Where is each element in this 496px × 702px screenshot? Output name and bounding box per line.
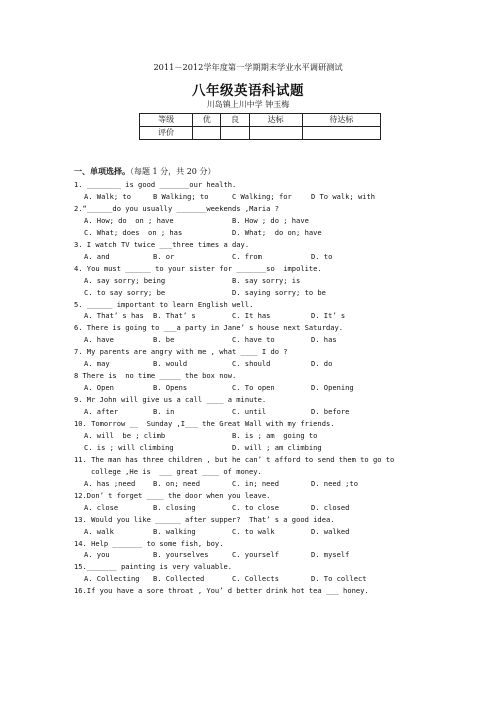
- grade-cell-not-pass: 待达标: [302, 114, 380, 127]
- answer-option: D. will ; am climbing: [232, 442, 322, 452]
- question-stem: 11. The man has three children , but he can’ t afford to send them to go to: [74, 454, 395, 464]
- answer-option: A. Walk; to: [84, 191, 131, 201]
- answer-option: C. from: [232, 251, 262, 261]
- question-stem: 2.“______do you usually _______weekends ,Maria ?: [74, 203, 279, 213]
- question-stem: 12.Don’ t forget ____ the door when you leave.: [74, 490, 271, 500]
- exam-subtitle: 2011－2012学年度第一学期期末学业水平调研测试: [153, 62, 343, 72]
- grade-cell-excellent: 优: [193, 114, 221, 127]
- question-stem: 5. ______ important to learn English well.: [74, 299, 254, 309]
- answer-option: A. and: [84, 251, 110, 261]
- answer-option: B. closing: [153, 502, 196, 512]
- answer-option: B. How ; do ; have: [232, 215, 309, 225]
- answer-option: D. What; do on; have: [232, 227, 322, 237]
- answer-option: A. That’ s has: [84, 311, 144, 321]
- answer-option: A. say sorry; being: [84, 275, 166, 285]
- answer-option: A. will be ; climb: [84, 430, 166, 440]
- answer-option: C. in; need: [232, 478, 279, 488]
- answer-option: D. need ;to: [311, 478, 358, 488]
- grade-table: [139, 113, 381, 140]
- exam-author: 川岛镇上川中学 钟玉梅: [206, 100, 290, 109]
- answer-option: D. before: [311, 407, 350, 417]
- answer-option: C. yourself: [232, 550, 279, 560]
- question-stem: 4. You must ______ to your sister for _______so impolite.: [74, 263, 322, 273]
- answer-option: B. yourselves: [153, 550, 209, 560]
- grade-cell-empty: [249, 127, 302, 140]
- question-stem: 8 There is no time _____ the box now.: [74, 371, 237, 381]
- grade-cell-empty: [302, 127, 380, 140]
- grade-cell-pass: 达标: [249, 114, 302, 127]
- answer-option: D. to: [311, 251, 333, 261]
- answer-option: C. to walk: [232, 526, 275, 536]
- answer-option: D. saying sorry; to be: [232, 287, 326, 297]
- answer-option: A. Open: [84, 383, 114, 393]
- answer-option: B. is ; am going to: [232, 430, 318, 440]
- question-stem-continued: college ,He is ___ great ____ of money.: [91, 466, 262, 476]
- question-stem: 16.If you have a sore throat , You’ d better drink hot tea ___ honey.: [74, 586, 369, 596]
- answer-option: D. It’ s: [311, 311, 346, 321]
- answer-option: A. may: [84, 359, 110, 369]
- question-stem: 10. Tomorrow __ Sunday ,I___ the Great Wall with my friends.: [74, 419, 335, 428]
- answer-option: D. To collect: [311, 574, 367, 584]
- answer-option: C. have to: [232, 335, 275, 345]
- question-stem: 6. There is going to ___a party in Jane’ s house next Saturday.: [74, 323, 344, 333]
- answer-option: A. walk: [84, 526, 114, 536]
- question-stem: 3. I watch TV twice ___three times a day.: [74, 239, 250, 249]
- answer-option: D. has: [311, 335, 337, 345]
- answer-option: B. Collected: [153, 574, 205, 584]
- question-stem: 13. Would you like ______ after supper? That’ s a good idea.: [74, 514, 335, 524]
- question-stem: 9. Mr John will give us a call ____ a minute.: [74, 395, 267, 405]
- answer-option: B. Opens: [153, 383, 188, 393]
- answer-option: B. say sorry; is: [232, 275, 301, 285]
- answer-option: B. on; need: [153, 478, 200, 488]
- grade-cell-empty: [221, 127, 249, 140]
- answer-option: D. walked: [311, 526, 350, 536]
- answer-option: B Walking; to: [153, 191, 209, 201]
- section-note: （每题 1 分，共 20 分）: [130, 167, 216, 176]
- answer-option: C. It has: [232, 311, 271, 321]
- answer-option: C. until: [232, 407, 267, 417]
- grade-cell-level: 等级: [140, 114, 193, 127]
- answer-option: D. do: [311, 359, 333, 369]
- answer-option: B. in: [153, 407, 175, 417]
- grade-cell-good: 良: [221, 114, 249, 127]
- answer-option: C. What; does on ; has: [84, 227, 183, 237]
- grade-cell-empty: [193, 127, 221, 140]
- grade-table-header-row: [140, 114, 381, 127]
- answer-option: D. closed: [311, 502, 350, 512]
- answer-option: C. To open: [232, 383, 275, 393]
- answer-option: B. walking: [153, 526, 196, 536]
- answer-option: A. Collecting: [84, 574, 140, 584]
- answer-option: C. is ; will climbing: [84, 442, 174, 452]
- section-heading: [74, 166, 215, 177]
- answer-option: B. be: [153, 335, 175, 345]
- answer-option: C. should: [232, 359, 271, 369]
- answer-option: C. to close: [232, 502, 279, 512]
- question-stem: 7. My parents are angry with me , what ____ I do ?: [74, 347, 288, 357]
- answer-option: C Walking; for: [232, 191, 292, 201]
- answer-option: A. after: [84, 407, 119, 417]
- question-stem: 15._______ painting is very valuable.: [74, 562, 233, 572]
- question-stem: 14. Help _______ to some fish, boy.: [74, 538, 224, 548]
- grade-table-eval-row: [140, 127, 381, 140]
- section-title: 一、单项选择。: [74, 166, 130, 176]
- answer-option: A. has ;need: [84, 478, 136, 488]
- answer-option: D To walk; with: [311, 191, 376, 201]
- exam-title: 八年级英语科试题: [192, 83, 304, 99]
- answer-option: B. would: [153, 359, 188, 369]
- answer-option: C. Collects: [232, 574, 279, 584]
- grade-cell-eval-label: 评价: [140, 127, 193, 140]
- answer-option: D. Opening: [311, 383, 354, 393]
- answer-option: A. have: [84, 335, 114, 345]
- answer-option: A. How; do on ; have: [84, 215, 174, 225]
- answer-option: A. close: [84, 502, 119, 512]
- answer-option: B. That’ s: [153, 311, 196, 321]
- answer-option: B. or: [153, 251, 175, 261]
- question-stem: 1. ________ is good _______our health.: [74, 180, 237, 189]
- answer-option: A. you: [84, 550, 110, 560]
- answer-option: C. to say sorry; be: [84, 287, 166, 297]
- answer-option: D. myself: [311, 550, 350, 560]
